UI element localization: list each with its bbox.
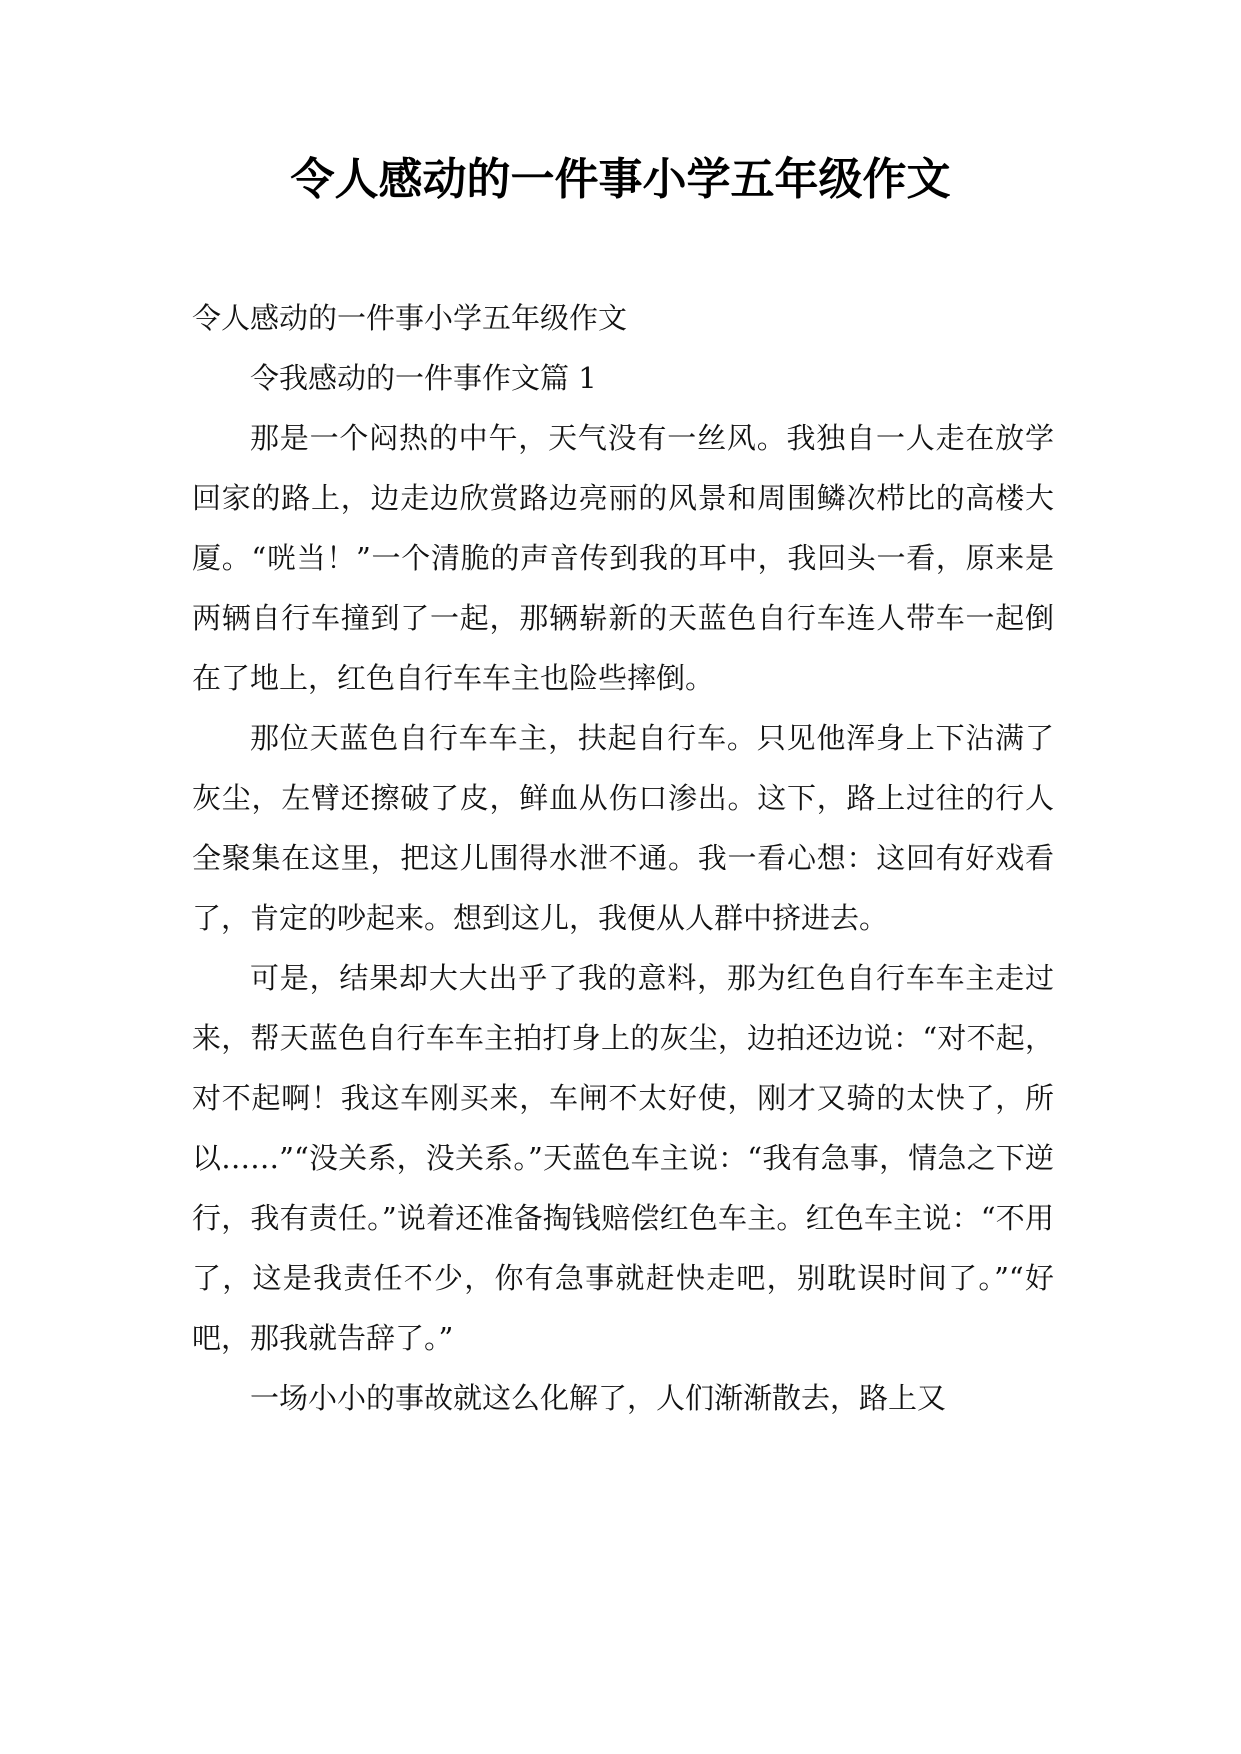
paragraph: 可是，结果却大大出乎了我的意料，那为红色自行车车主走过来，帮天蓝色自行车车主拍打身上的灰尘，边拍还边说：“对不起，对不起啊！我这车刚买来，车闸不太好使，刚才又骑的太快了，所以……”“没关系，没关系。”天蓝色车主说：“我有急事，情急之下逆行，我有责任。”说着还准备掏钱赔偿红色车主。红色车主说：“不用了，这是我责任不少，你有急事就赶快走吧，别耽误时间了。”“好吧，那我就告辞了。”	[192, 961, 1054, 1355]
paragraph: 那位天蓝色自行车车主，扶起自行车。只见他浑身上下沾满了灰尘，左臂还擦破了皮，鲜血从伤口渗出。这下，路上过往的行人全聚集在这里，把这儿围得水泄不通。我一看心想：这回有好戏看了，肯定的吵起来。想到这儿，我便从人群中挤进去。	[192, 721, 1054, 935]
paragraph: 那是一个闷热的中午，天气没有一丝风。我独自一人走在放学回家的路上，边走边欣赏路边亮丽的风景和周围鳞次栉比的高楼大厦。“咣当！”一个清脆的声音传到我的耳中，我回头一看，原来是两辆自行车撞到了一起，那辆崭新的天蓝色自行车连人带车一起倒在了地上，红色自行车车主也险些摔倒。	[192, 421, 1054, 695]
section-heading: 令我感动的一件事作文篇 1	[250, 361, 597, 395]
paragraph: 一场小小的事故就这么化解了，人们渐渐散去，路上又	[250, 1381, 947, 1415]
document-title: 令人感动的一件事小学五年级作文	[290, 154, 951, 205]
document-body	[192, 288, 1054, 1428]
document-subtitle: 令人感动的一件事小学五年级作文	[192, 301, 628, 335]
